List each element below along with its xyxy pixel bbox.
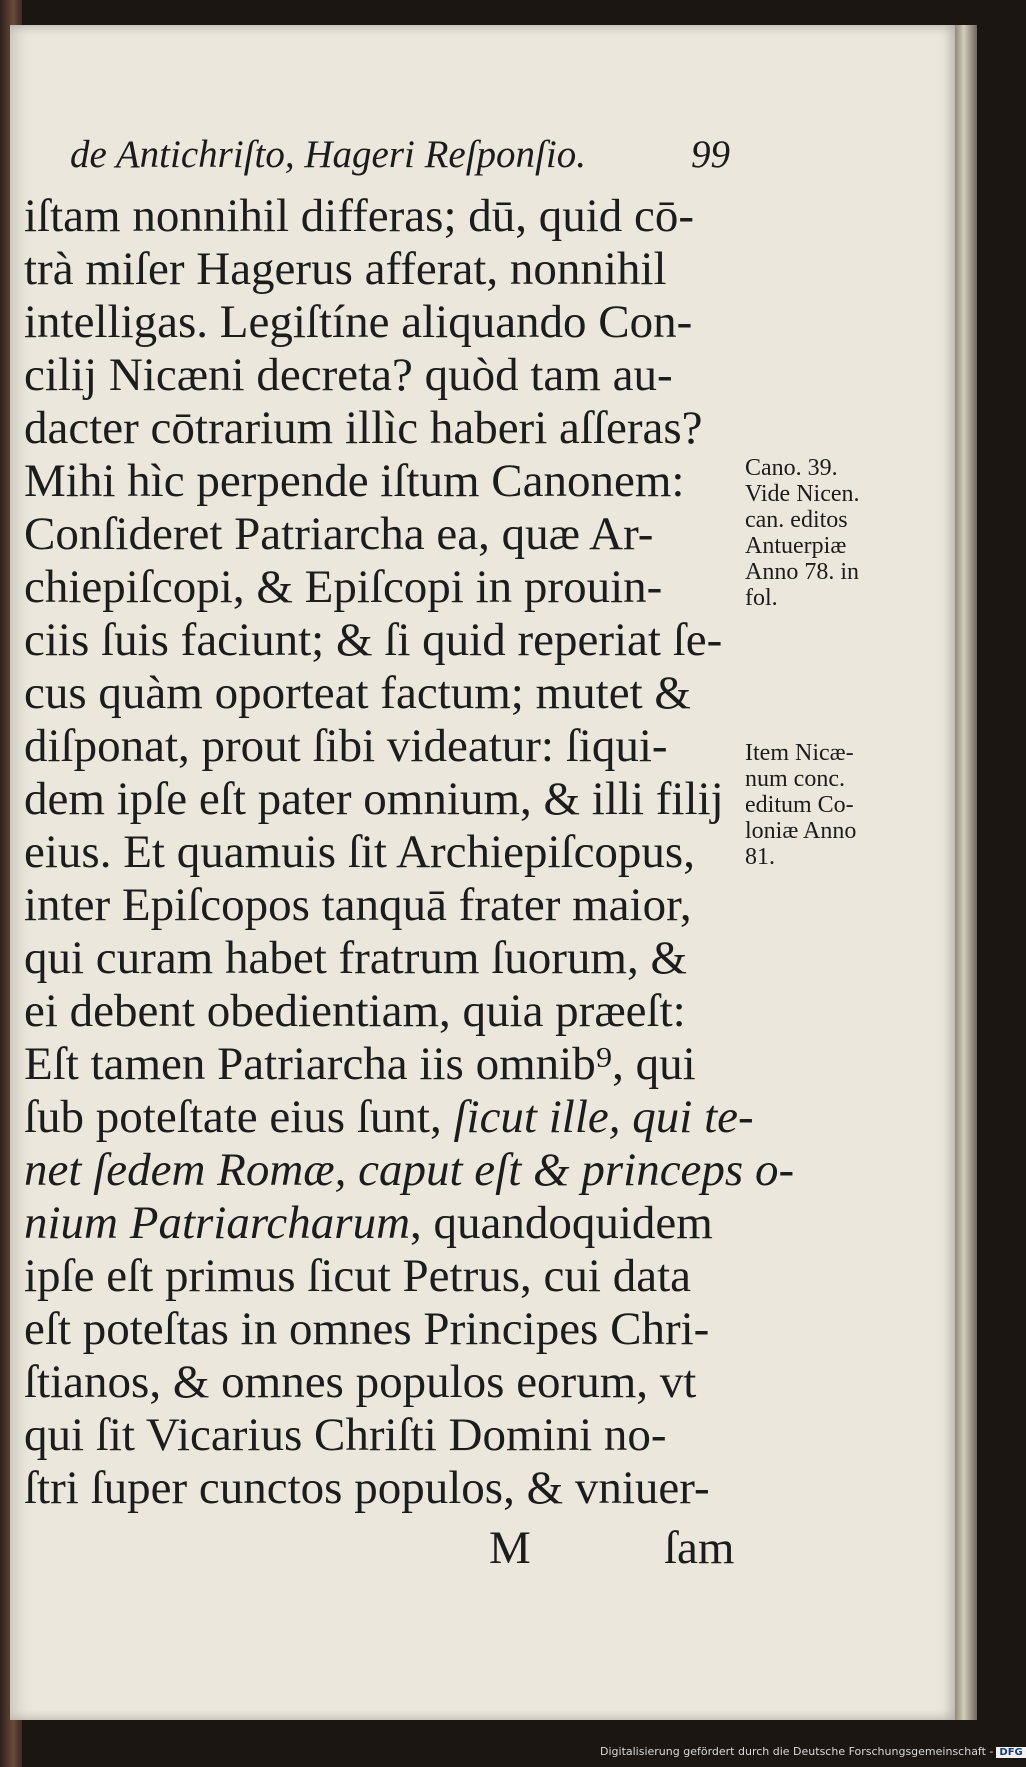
text-line bbox=[24, 1144, 795, 1197]
text-run: cilij Nicæni decreta? quòd tam au- bbox=[24, 349, 673, 401]
text-run: intelligas. Legiſtíne aliquando Con- bbox=[24, 296, 693, 348]
margin-note-line: Vide Nicen. bbox=[745, 481, 860, 507]
text-line bbox=[24, 349, 744, 402]
text-run: ſtri ſuper cunctos populos, & vniuer- bbox=[24, 1462, 710, 1514]
text-run: chiepiſcopi, & Epiſcopi in prouin- bbox=[24, 561, 663, 613]
text-line bbox=[24, 296, 744, 349]
text-run: Conſideret Patriarcha ea, quæ Ar- bbox=[24, 508, 654, 560]
margin-note-line: 81. bbox=[745, 844, 775, 870]
text-run: Eſt tamen Patriarcha iis omnib⁹, qui bbox=[24, 1038, 696, 1090]
catchword: ſam bbox=[664, 1522, 735, 1574]
dfg-logo: DFG bbox=[996, 1747, 1025, 1758]
text-line bbox=[24, 667, 744, 720]
digitization-credit bbox=[600, 1745, 1023, 1765]
credit-text: Digitalisierung gefördert durch die Deutsche Forschungsgemeinschaft - bbox=[600, 1745, 994, 1758]
text-run: qui curam habet fratrum ſuorum, & bbox=[24, 932, 688, 984]
text-line bbox=[24, 1250, 744, 1303]
text-line bbox=[24, 1409, 744, 1462]
page-stack-edge bbox=[955, 25, 977, 1720]
text-line bbox=[24, 932, 744, 985]
text-line bbox=[24, 508, 744, 561]
text-line bbox=[24, 190, 744, 243]
text-run: dacter cōtrarium illìc haberi aſſeras? bbox=[24, 402, 703, 454]
page-number: 99 bbox=[691, 133, 730, 176]
text-line bbox=[24, 1038, 744, 1091]
italic-text: nium Patriarcharum bbox=[24, 1197, 411, 1249]
text-line bbox=[24, 985, 744, 1038]
text-run: dem ipſe eſt pater omnium, & illi filij bbox=[24, 773, 724, 825]
margin-note bbox=[745, 740, 905, 870]
text-line bbox=[24, 1462, 744, 1515]
signature-mark: M bbox=[489, 1522, 531, 1574]
text-run: , quandoquidem bbox=[410, 1197, 713, 1249]
text-line bbox=[24, 1356, 744, 1409]
text-run: cus quàm oporteat factum; mutet & bbox=[24, 667, 691, 719]
margin-note-line: can. editos bbox=[745, 507, 848, 533]
page-footer bbox=[24, 1522, 744, 1575]
page-header bbox=[70, 132, 730, 182]
text-run: ipſe eſt primus ſicut Petrus, cui data bbox=[24, 1250, 691, 1302]
text-run: eius. Et quamuis ſit Archiepiſcopus, bbox=[24, 826, 695, 878]
text-line bbox=[24, 1303, 744, 1356]
margin-note-line: Antuerpiæ bbox=[745, 533, 847, 559]
text-line bbox=[24, 1197, 744, 1250]
text-line bbox=[24, 879, 744, 932]
text-line bbox=[24, 773, 744, 826]
margin-note bbox=[745, 455, 905, 611]
text-run: Mihi hìc perpende iſtum Canonem: bbox=[24, 455, 685, 507]
running-title: de Antichriſto, Hageri Reſponſio. bbox=[70, 133, 586, 176]
text-line bbox=[24, 402, 744, 455]
text-run: ſub poteſtate eius ſunt, bbox=[24, 1091, 454, 1143]
italic-text: ſicut ille, qui te- bbox=[453, 1091, 754, 1143]
italic-text: net ſedem Romæ, caput eſt & princeps o- bbox=[24, 1144, 795, 1196]
text-line bbox=[24, 243, 744, 296]
margin-note-line: Cano. 39. bbox=[745, 455, 838, 481]
margin-note-line: Anno 78. in bbox=[745, 559, 859, 585]
text-line bbox=[24, 455, 744, 508]
text-run: diſponat, prout ſibi videatur: ſiqui- bbox=[24, 720, 668, 772]
text-line bbox=[24, 561, 744, 614]
text-line bbox=[24, 826, 744, 879]
text-line bbox=[24, 1091, 754, 1144]
text-run: ei debent obedientiam, quia præeſt: bbox=[24, 985, 686, 1037]
text-run: ſtianos, & omnes populos eorum, vt bbox=[24, 1356, 697, 1408]
text-run: eſt poteſtas in omnes Principes Chri- bbox=[24, 1303, 710, 1355]
text-run: ciis ſuis faciunt; & ſi quid reperiat ſe- bbox=[24, 614, 723, 666]
text-run: iſtam nonnihil differas; dū, quid cō- bbox=[24, 190, 695, 242]
margin-note-line: loniæ Anno bbox=[745, 818, 857, 844]
text-line bbox=[24, 720, 744, 773]
margin-note-line: num conc. bbox=[745, 766, 845, 792]
margin-note-line: Item Nicæ- bbox=[745, 740, 854, 766]
margin-note-line: editum Co- bbox=[745, 792, 854, 818]
text-run: qui ſit Vicarius Chriſti Domini no- bbox=[24, 1409, 667, 1461]
text-run: trà miſer Hagerus afferat, nonnihil bbox=[24, 243, 667, 295]
text-line bbox=[24, 614, 744, 667]
text-run: inter Epiſcopos tanquā frater maior, bbox=[24, 879, 692, 931]
margin-note-line: fol. bbox=[745, 585, 778, 611]
